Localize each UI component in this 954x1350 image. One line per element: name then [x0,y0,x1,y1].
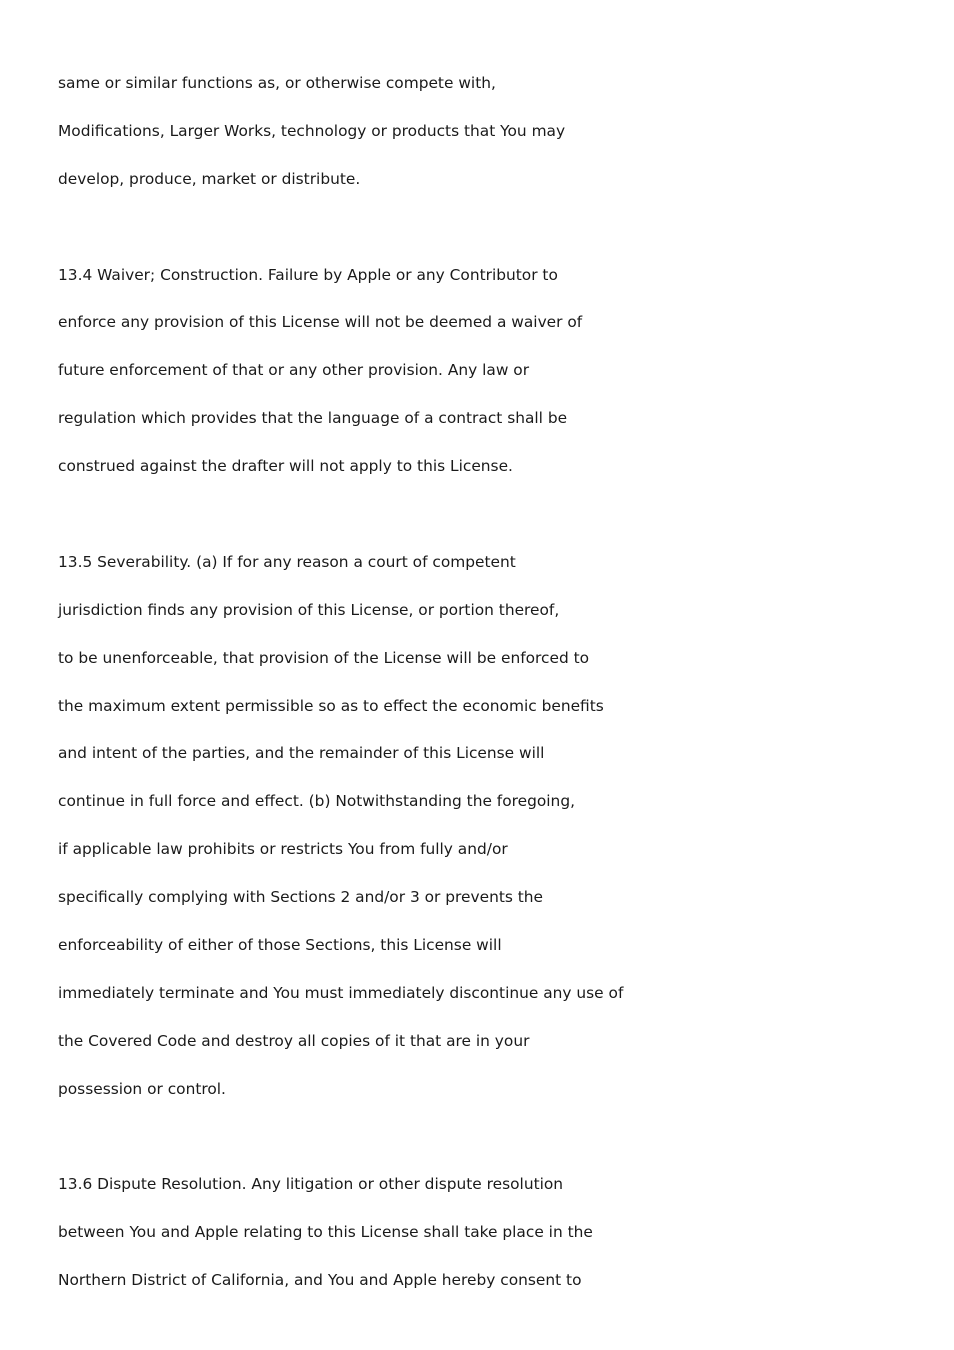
document-body [58,60,918,1305]
text-line: Northern District of California, and You and Apple hereby consent to [58,1271,582,1290]
paragraph-13-5-severability [58,539,918,1114]
text-line: regulation which provides that the language of a contract shall be [58,409,568,428]
text-line: 13.4 Waiver; Construction. Failure by Apple or any Contributor to [58,265,558,284]
text-line: specifically complying with Sections 2 and/or 3 or prevents the [58,888,544,907]
paragraph-gap [58,491,918,539]
text-line: possession or control. [58,1079,226,1098]
paragraph-13-4-waiver [58,252,918,491]
text-line: enforce any provision of this License will not be deemed a waiver of [58,313,583,332]
text-line: if applicable law prohibits or restricts You from fully and/or [58,840,508,859]
text-line: same or similar functions as, or otherwise compete with, [58,74,496,92]
text-line: continue in full force and effect. (b) Notwithstanding the foregoing, [58,792,575,811]
text-line: immediately terminate and You must immediately discontinue any use of [58,983,624,1002]
text-line: jurisdiction finds any provision of this License, or portion thereof, [58,600,560,619]
text-line: the maximum extent permissible so as to effect the economic benefits [58,696,604,715]
text-line: future enforcement of that or any other provision. Any law or [58,361,530,380]
text-line: 13.6 Dispute Resolution. Any litigation or other dispute resolution [58,1175,564,1194]
text-line: 13.5 Severability. (a) If for any reason a court of competent [58,552,516,571]
text-line: Modifications, Larger Works, technology or products that You may [58,121,566,140]
paragraph-continuation [58,60,918,204]
paragraph-gap [58,1114,918,1162]
text-line: and intent of the parties, and the remainder of this License will [58,744,545,763]
text-line: enforceability of either of those Sections, this License will [58,936,502,955]
paragraph-gap [58,204,918,252]
paragraph-13-6-dispute-resolution [58,1161,918,1305]
text-line: between You and Apple relating to this License shall take place in the [58,1223,593,1242]
text-line: construed against the drafter will not apply to this License. [58,457,513,476]
text-line: the Covered Code and destroy all copies of it that are in your [58,1031,530,1050]
text-line: develop, produce, market or distribute. [58,169,361,188]
text-line: to be unenforceable, that provision of the License will be enforced to [58,648,590,667]
